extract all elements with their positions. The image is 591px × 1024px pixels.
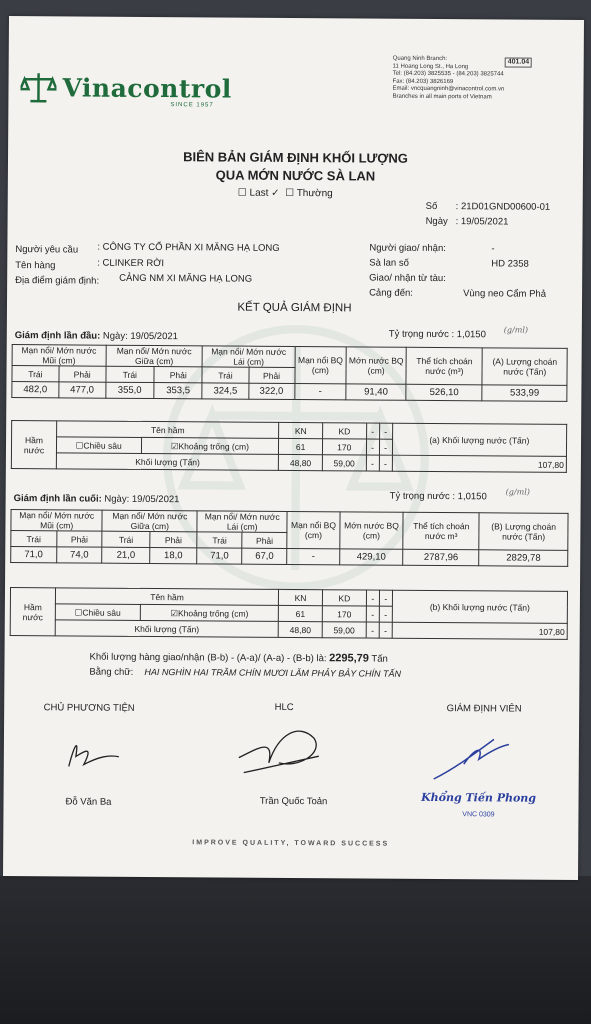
cell: 324,5: [202, 383, 248, 399]
th-mui: Mạn nổi/ Mớn nước Mũi (cm): [11, 510, 103, 532]
stamp-name: Khổng Tiến Phong: [421, 790, 537, 805]
cell: -: [379, 622, 392, 638]
ngay-label: Ngày: [425, 215, 448, 228]
cell: -: [366, 455, 379, 471]
th-sub: Trái: [202, 367, 248, 383]
cell: 170: [322, 439, 366, 455]
last-density-note: (g/ml): [505, 487, 530, 497]
cell: -: [366, 622, 379, 638]
first-density: Tỷ trọng nước : 1,0150: [388, 328, 486, 341]
sa-lan-label: Sà lan số: [369, 257, 409, 269]
khoi-luong-nuoc-header: (b) Khối lượng nước (Tấn): [392, 590, 567, 623]
th-man-noi-bq: Mạn nổi BQ (cm): [287, 511, 340, 548]
result-title: KẾT QUẢ GIÁM ĐỊNH: [237, 301, 352, 315]
document-subtitle: QUA MỚN NƯỚC SÀ LAN: [215, 167, 376, 184]
stamp-code: VNC 0309: [462, 811, 495, 819]
cang-den-label: Cảng đến:: [369, 287, 413, 299]
ten-ham: Tên hầm: [57, 421, 279, 439]
th-the-tich: Thể tích choán nước (m³): [406, 347, 483, 385]
nguoi-yeu-cau-label: Người yêu cầu: [15, 244, 79, 256]
khoi-luong-nuoc-header: (a) Khối lượng nước (Tấn): [392, 423, 567, 456]
brand-logo: [20, 71, 232, 109]
cell: -: [287, 548, 340, 564]
th-sub: Phải: [248, 367, 294, 383]
branch-line: Branches in all main ports of Vietnam: [392, 93, 492, 100]
last-date: Ngày: 19/05/2021: [104, 493, 180, 506]
document-page: [3, 16, 584, 880]
cell: 353,5: [154, 383, 203, 399]
first-density-note: (g/ml): [503, 325, 529, 335]
signature-1: [54, 726, 134, 777]
scales-icon: [20, 71, 56, 103]
cell: 477,0: [59, 382, 106, 398]
cell: -: [379, 455, 392, 471]
form-code: 401.04: [505, 57, 532, 67]
cell: -: [294, 384, 346, 400]
th-mon-nuoc-bq: Mớn nước BQ (cm): [340, 512, 404, 549]
th-giua: Mạn nổi/ Mớn nước Giữa (cm): [106, 345, 203, 367]
th-sub: Trái: [11, 531, 57, 547]
cell: -: [366, 606, 379, 622]
bang-chu: HAI NGHÌN HAI TRĂM CHÍN MƯƠI LĂM PHẢY BẢY CHÍN TẤN: [144, 666, 402, 679]
signature-3: [424, 724, 524, 785]
th-sub: Trái: [106, 366, 155, 382]
cell: 355,0: [105, 382, 154, 398]
cell: 91,40: [346, 384, 406, 400]
chieu-sau: ☐Chiều sâu: [55, 604, 140, 621]
first-ballast-table: [11, 420, 567, 473]
th-sub: Trái: [197, 532, 242, 548]
ten-hang-label: Tên hàng: [15, 260, 56, 272]
th-luong-choan: (A) Lượng choán nước (Tấn): [482, 348, 567, 386]
th-sub: Trái: [12, 366, 59, 382]
cell: -: [379, 423, 392, 439]
th-the-tich: Thể tích choán nước m³: [403, 512, 480, 550]
signature-2: [229, 718, 339, 779]
cell: 48,80: [278, 621, 322, 637]
cell: 2787,96: [403, 549, 479, 566]
cell: 61: [278, 605, 322, 621]
chieu-sau: ☐Chiều sâu: [56, 437, 141, 454]
kd: KD: [322, 590, 366, 606]
giao-nhan-tu-tau-label: Giao/ nhận từ tàu:: [369, 272, 446, 285]
th-giua: Mạn nổi/ Mớn nước Giữa (cm): [102, 510, 197, 532]
cell: 526,10: [406, 384, 482, 401]
cell: 429,10: [340, 549, 403, 565]
last-ballast-table: [10, 587, 568, 640]
ten-hang: : CLINKER RỜI: [97, 257, 165, 270]
ham-nuoc: Hầm nước: [10, 588, 55, 636]
cell: 61: [279, 438, 323, 454]
dia-diem: CẢNG NM XI MĂNG HẠ LONG: [119, 272, 253, 285]
cell: 59,00: [322, 622, 366, 638]
th-mon-nuoc-bq: Mớn nước BQ (cm): [346, 347, 406, 384]
name-1: Đỗ Văn Ba: [65, 796, 112, 808]
total: 107,80: [392, 622, 567, 639]
check-thuong: ☐ Thường: [285, 187, 333, 200]
khoi-luong: Khối lượng (Tấn): [56, 453, 278, 471]
last-label: [14, 493, 180, 505]
kn: KN: [279, 422, 323, 438]
nguoi-giao-label: Người giao/ nhận:: [369, 242, 446, 255]
th-sub: Phải: [150, 531, 198, 547]
summary-value: 2295,79: [329, 652, 369, 665]
first-label: [15, 330, 178, 342]
cell: -: [379, 439, 392, 455]
th-sub: Phải: [57, 531, 103, 547]
th-sub: Phải: [242, 532, 287, 548]
ngay-value: : 19/05/2021: [455, 216, 509, 228]
cang-den: Vùng neo Cẩm Phả: [463, 288, 547, 300]
last-label-text: Giám định lần cuối:: [13, 493, 102, 505]
branch-line: Fax: (84.203) 3826169: [392, 78, 454, 85]
th-lai: Mạn nổi/ Mớn nước Lái (cm): [197, 511, 287, 533]
kn: KN: [279, 589, 323, 605]
summary-formula-text: Khối lượng hàng giao/nhận (B-b) - (A-a)/ (A-a) - (B-b) là:: [89, 651, 327, 665]
th-sub: Trái: [102, 531, 150, 547]
ten-ham: Tên hầm: [55, 588, 278, 606]
first-date: Ngày: 19/05/2021: [102, 330, 178, 343]
bang-chu-label: Bằng chữ:: [89, 666, 134, 678]
cell: 21,0: [102, 547, 150, 563]
khoi-luong: Khối lượng (Tấn): [55, 620, 278, 638]
so-label: Số: [425, 200, 438, 212]
cell: 48,80: [279, 454, 323, 470]
last-density: Tỷ trọng nước : 1,0150: [389, 490, 487, 503]
cell: 18,0: [150, 547, 198, 563]
cell: 322,0: [248, 383, 294, 399]
khoang-trong: ☑Khoảng trống (cm): [140, 604, 278, 621]
brand-name: Vinacontrol: [62, 72, 232, 104]
document-title: BIÊN BẢN GIÁM ĐỊNH KHỐI LƯỢNG: [183, 149, 408, 166]
cell: 59,00: [322, 455, 366, 471]
branch-line: Email: vncquangninh@vinacontrol.com.vn: [392, 85, 505, 93]
cell: 533,99: [482, 385, 567, 402]
type-checkboxes: [238, 188, 333, 200]
cell: 67,0: [242, 548, 287, 564]
branch-line: 11 Hoang Long St., Ha Long: [392, 63, 469, 70]
background-fabric: [0, 876, 591, 1024]
branch-line: Quang Ninh Branch:: [392, 55, 448, 63]
cell: 2829,78: [479, 550, 568, 567]
khoang-trong: ☑Khoảng trống (cm): [141, 437, 279, 454]
total: 107,80: [392, 455, 566, 472]
th-sub: Phải: [59, 366, 106, 382]
last-draft-table: [10, 509, 568, 567]
so-value: : 21D01GND00600-01: [455, 201, 551, 213]
kd: KD: [323, 423, 367, 439]
name-2: Trần Quốc Toản: [259, 795, 328, 808]
branch-line: Tel: (84.203) 3825535 - (84.203) 3825744: [392, 70, 504, 78]
th-sub: Phải: [154, 367, 203, 383]
first-label-text: Giám định lần đầu:: [14, 330, 101, 342]
th-lai: Mạn nổi/ Mớn nước Lái (cm): [203, 346, 295, 368]
cell: 71,0: [11, 547, 57, 563]
brand-since: SINCE 1957: [170, 102, 214, 109]
th-man-noi-bq: Mạn nổi BQ (cm): [295, 347, 347, 384]
giam-dinh-vien: GIÁM ĐỊNH VIÊN: [446, 703, 522, 715]
cell: -: [379, 606, 392, 622]
dia-diem-label: Địa điểm giám định:: [15, 275, 100, 287]
hlc-label: HLC: [274, 701, 294, 714]
th-mui: Mạn nổi/ Mớn nước Mũi (cm): [12, 345, 106, 367]
cell: 170: [322, 606, 366, 622]
cell: -: [366, 439, 379, 455]
first-draft-table: [11, 344, 567, 402]
cell: 71,0: [197, 548, 242, 564]
cell: -: [379, 590, 392, 606]
cell: -: [366, 590, 379, 606]
sa-lan: HD 2358: [491, 258, 529, 270]
cell: -: [366, 423, 379, 439]
summary-formula: [89, 651, 387, 665]
branch-info: [392, 56, 577, 102]
cell: 74,0: [56, 547, 102, 563]
th-luong-choan: (B) Lượng choán nước (Tấn): [479, 513, 568, 551]
summary-unit: Tấn: [371, 653, 388, 665]
nguoi-yeu-cau: : CÔNG TY CỔ PHẦN XI MĂNG HẠ LONG: [97, 241, 280, 254]
cell: 482,0: [12, 382, 59, 398]
nguoi-giao: -: [491, 243, 495, 255]
ham-nuoc: Hầm nước: [11, 421, 56, 469]
chu-phuong-tien: CHỦ PHƯƠNG TIỆN: [43, 702, 135, 714]
check-last: ☐ Last ✓: [237, 187, 280, 199]
footer-slogan: IMPROVE QUALITY, TOWARD SUCCESS: [192, 839, 390, 848]
